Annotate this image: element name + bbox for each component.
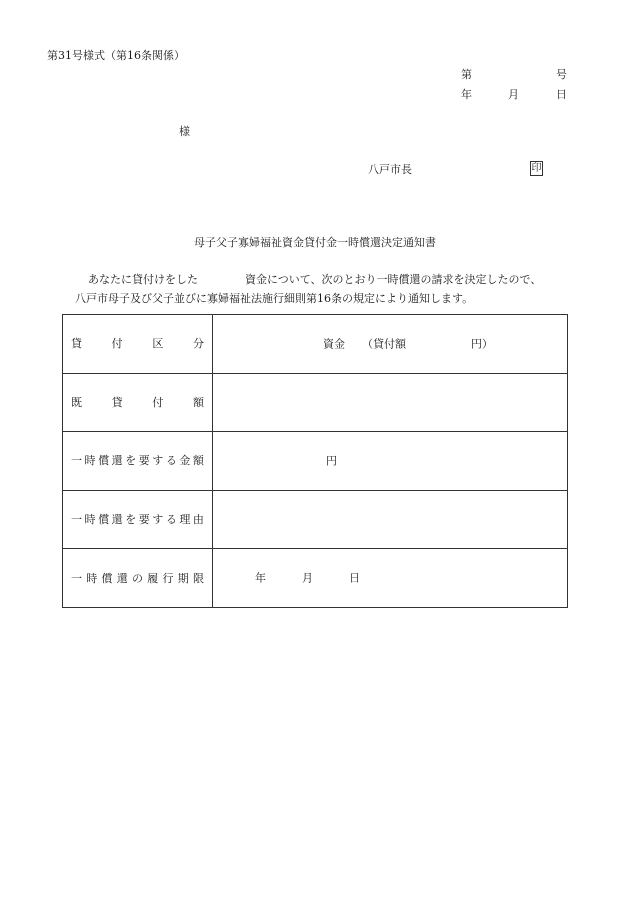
row-label-char: 貸 — [71, 337, 82, 351]
row-label-char: す — [152, 454, 164, 468]
row-label-char: 償 — [98, 513, 110, 527]
row-label-char: 時 — [84, 513, 96, 527]
row-label-char: 期 — [177, 571, 189, 585]
row-label-char: を — [125, 513, 137, 527]
row-label-char: る — [165, 454, 177, 468]
body-text-line-1 — [88, 274, 541, 285]
deadline-month: 月 — [302, 571, 313, 585]
row-value-existing-loan — [213, 373, 568, 432]
loan-amount-open: （貸付額 — [362, 337, 406, 351]
row-label-char: 時 — [86, 571, 98, 585]
body-text-line-2: 八戸市母子及び父子並びに寡婦福祉法施行細則第16条の規定により通知します。 — [75, 292, 474, 305]
seal-mark — [530, 161, 543, 176]
sender-title: 八戸市長 — [368, 163, 412, 176]
row-value-loan-type — [213, 315, 568, 374]
row-label-char: 時 — [84, 454, 96, 468]
addressee-honorific: 様 — [179, 125, 190, 138]
document-title: 母子父子寡婦福祉資金貸付金一時償還決定通知書 — [194, 236, 436, 249]
row-label-char: 償 — [101, 571, 113, 585]
fund-label: 資金 — [323, 337, 345, 351]
row-label-repay-reason — [63, 490, 213, 549]
date-year-label: 年 — [461, 88, 472, 101]
row-label-char: る — [165, 513, 177, 527]
form-number: 第31号様式（第16条関係） — [47, 49, 185, 62]
table-row-existing-loan — [63, 373, 568, 432]
body-text-part-1: あなたに貸付けをした — [88, 273, 198, 286]
date-day-label: 日 — [556, 88, 567, 101]
row-label-char: 貸 — [111, 395, 123, 409]
row-label-char: 要 — [138, 454, 150, 468]
document-number-prefix: 第 — [461, 68, 472, 81]
row-label-char: 限 — [193, 571, 204, 585]
row-label-char: 額 — [192, 395, 204, 409]
row-label-existing-loan — [63, 373, 213, 432]
row-label-repay-amount — [63, 432, 213, 491]
row-label-char: 付 — [111, 337, 123, 351]
row-label-char: 履 — [147, 571, 159, 585]
table-row-deadline — [63, 549, 568, 608]
deadline-year: 年 — [255, 571, 266, 585]
notification-table — [62, 314, 568, 608]
row-label-char: 一 — [71, 454, 82, 468]
row-label-char: 既 — [71, 395, 82, 409]
row-label-char: の — [132, 571, 143, 585]
row-label-char: 一 — [71, 571, 82, 585]
row-label-char: 金 — [179, 454, 191, 468]
repay-amount-unit: 円 — [326, 454, 337, 468]
table-row-loan-type — [63, 315, 568, 374]
row-label-char: 償 — [98, 454, 110, 468]
seal-mark-text: 印 — [531, 162, 542, 174]
row-value-repay-reason — [213, 490, 568, 549]
row-label-char: 分 — [192, 337, 204, 351]
row-label-char: 一 — [71, 513, 82, 527]
row-label-char: 要 — [138, 513, 150, 527]
deadline-day: 日 — [349, 571, 360, 585]
date-month-label: 月 — [508, 88, 519, 101]
row-label-deadline — [63, 549, 213, 608]
document-number-suffix: 号 — [556, 68, 567, 81]
row-label-char: 還 — [111, 454, 123, 468]
table-row-repay-reason — [63, 490, 568, 549]
row-label-char: 理 — [179, 513, 191, 527]
row-label-char: 区 — [152, 337, 164, 351]
loan-amount-close: 円） — [471, 337, 493, 351]
row-label-char: 額 — [192, 454, 204, 468]
row-label-char: 還 — [116, 571, 128, 585]
row-label-char: 還 — [111, 513, 123, 527]
row-label-char: 行 — [162, 571, 174, 585]
row-label-char: を — [125, 454, 137, 468]
row-value-deadline — [213, 549, 568, 608]
row-value-repay-amount — [213, 432, 568, 491]
table-row-repay-amount — [63, 432, 568, 491]
row-label-char: 付 — [152, 395, 164, 409]
row-label-char: す — [152, 513, 164, 527]
row-label-loan-type — [63, 315, 213, 374]
row-label-char: 由 — [192, 513, 204, 527]
body-text-part-2: 資金について、次のとおり一時償還の請求を決定したので、 — [245, 273, 542, 286]
